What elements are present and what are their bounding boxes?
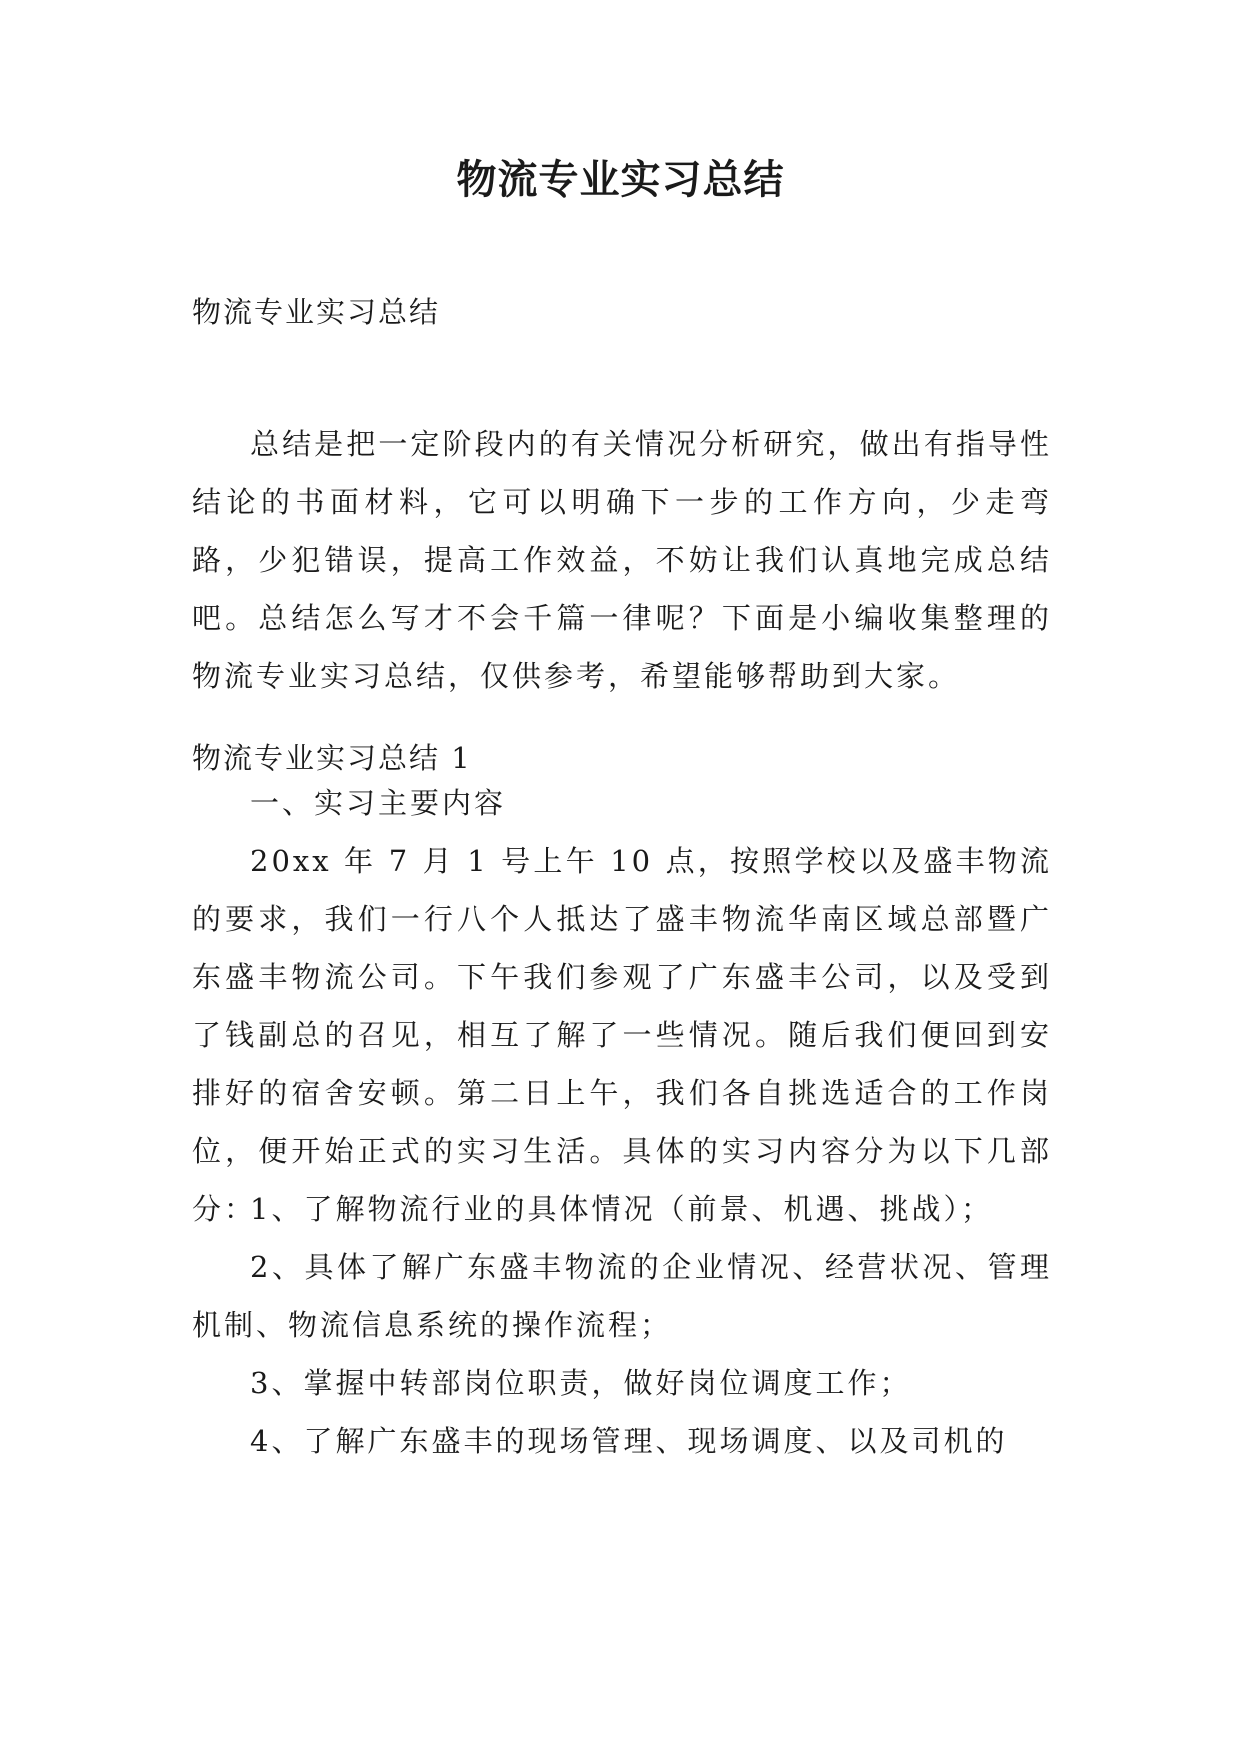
document-title: 物流专业实习总结 [456,156,785,203]
section-body-paragraph: 20xx 年 7 月 1 号上午 10 点，按照学校以及盛丰物流的要求，我们一行八个人抵达了盛丰物流华南区域总部暨广东盛丰物流公司。下午我们参观了广东盛丰公司，以及受到了钱副总的召见，相互了解了一些情况。随后我们便回到安排好的宿舍安顿。第二日上午，我们各自挑选适合的工作岗位，便开始正式的实习生活。具体的实习内容分为以下几部分： [192,844,1052,1226]
list-item-2: 2、具体了解广东盛丰物流的企业情况、经营状况、管理机制、物流信息系统的操作流程； [192,1250,1052,1342]
document-subtitle: 物流专业实习总结 [192,295,441,329]
intro-paragraph: 总结是把一定阶段内的有关情况分析研究，做出有指导性结论的书面材料，它可以明确下一步的工作方向，少走弯路，少犯错误，提高工作效益，不妨让我们认真地完成总结吧。总结怎么写才不会千篇一律呢？下面是小编收集整理的物流专业实习总结，仅供参考，希望能够帮助到大家。 [192,427,1052,693]
list-item-1: 1、了解物流行业的具体情况（前景、机遇、挑战）； [250,1192,993,1226]
list-item-4: 4、了解广东盛丰的现场管理、现场调度、以及司机的 [250,1424,1008,1458]
section-title: 物流专业实习总结 1 [192,741,472,775]
list-item-3: 3、掌握中转部岗位职责，做好岗位调度工作； [250,1366,912,1400]
section-heading: 一、实习主要内容 [250,786,507,820]
